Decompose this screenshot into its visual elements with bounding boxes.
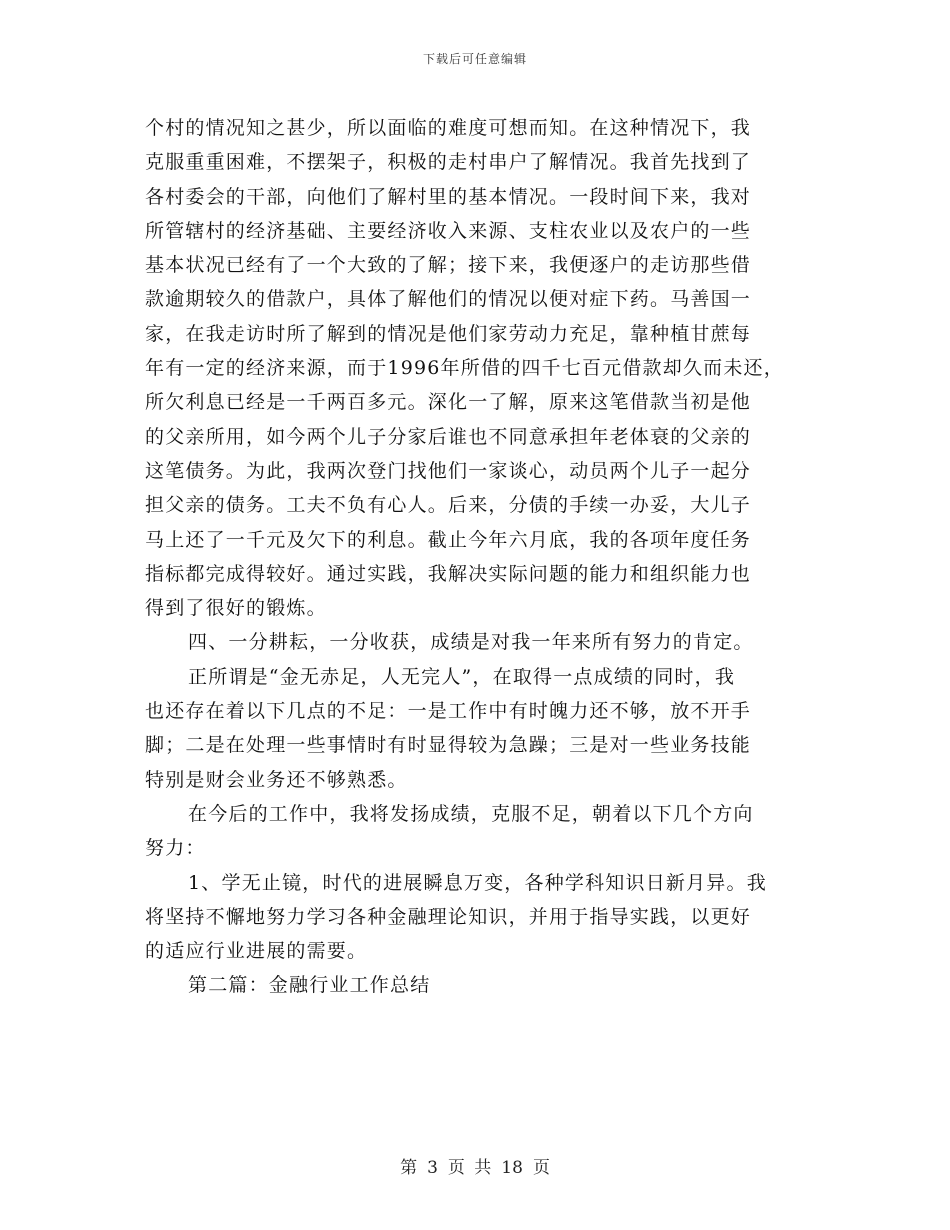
page-footer bbox=[0, 1153, 950, 1178]
text-line: 这笔债务。为此，我两次登门找他们一家谈心，动员两个儿子一起分 bbox=[145, 459, 752, 482]
text-line: 1、学无止镜，时代的进展瞬息万变，各种学科知识日新月异。我 bbox=[188, 871, 767, 894]
total-pages-number: 18 bbox=[501, 1158, 523, 1178]
text-line: 也还存在着以下几点的不足：一是工作中有时魄力还不够，放不开手 bbox=[145, 700, 752, 723]
text-line: 在今后的工作中，我将发扬成绩，克服不足，朝着以下几个方向 bbox=[188, 802, 754, 825]
text-line: 努力： bbox=[145, 837, 206, 860]
paragraph-future-directions bbox=[145, 797, 813, 866]
text-line: 所欠利息已经是一千两百多元。深化一了解，原来这笔借款当初是他 bbox=[145, 391, 752, 414]
text-line: 正所谓是“金无赤足，人无完人”，在取得一点成绩的同时，我 bbox=[188, 665, 736, 688]
text-line: 担父亲的债务。工夫不负有心人。后来，分债的手续一办妥，大儿子 bbox=[145, 494, 752, 517]
text-line: 将坚持不懈地努力学习各种金融理论知识，并用于指导实践，以更好 bbox=[145, 905, 752, 928]
text-line: 得到了很好的锻炼。 bbox=[145, 597, 327, 620]
paragraph-shortcomings bbox=[145, 660, 813, 797]
section-heading-four bbox=[145, 625, 813, 659]
text-line: 的父亲所用，如今两个儿子分家后谁也不同意承担年老体衰的父亲的 bbox=[145, 425, 752, 448]
text-line: 款逾期较久的借款户，具体了解他们的情况以便对症下药。马善国一 bbox=[145, 288, 752, 311]
footer-suffix: 页 bbox=[532, 1158, 550, 1178]
document-body bbox=[145, 111, 813, 1003]
section-title-part-two bbox=[145, 968, 813, 1002]
footer-prefix: 第 bbox=[400, 1158, 418, 1178]
text-line: 特别是财会业务还不够熟悉。 bbox=[145, 768, 408, 791]
text-line: 四、一分耕耘，一分收获，成绩是对我一年来所有努力的肯定。 bbox=[188, 631, 754, 654]
text-line: 家，在我走访时所了解到的情况是他们家劳动力充足，靠种植甘蔗每 bbox=[145, 322, 752, 345]
text-line: 所管辖村的经济基础、主要经济收入来源、支柱农业以及农户的一些 bbox=[145, 219, 752, 242]
text-line: 基本状况已经有了一个大致的了解；接下来，我便逐户的走访那些借 bbox=[145, 254, 752, 277]
text-line: 个村的情况知之甚少，所以面临的难度可想而知。在这种情况下，我 bbox=[145, 117, 752, 139]
text-line: 的适应行业进展的需要。 bbox=[145, 940, 368, 963]
text-line: 指标都完成得较好。通过实践，我解决实际问题的能力和组织能力也 bbox=[145, 562, 752, 585]
paragraph-visit-story bbox=[145, 111, 813, 625]
text-line: 克服重重困难，不摆架子，积极的走村串户了解情况。我首先找到了 bbox=[145, 151, 752, 174]
text-line: 各村委会的干部，向他们了解村里的基本情况。一段时间下来，我对 bbox=[145, 185, 752, 208]
text-line: 年有一定的经济来源，而于1996年所借的四千七百元借款却久而未还， bbox=[145, 357, 784, 380]
text-line: 马上还了一千元及欠下的利息。截止今年六月底，我的各项年度任务 bbox=[145, 528, 752, 551]
page-header: 下载后可任意编辑 bbox=[422, 52, 527, 66]
paragraph-item-one bbox=[145, 866, 813, 969]
text-line: 第二篇：金融行业工作总结 bbox=[188, 974, 431, 997]
footer-middle: 页 共 bbox=[447, 1158, 492, 1178]
current-page-number: 3 bbox=[427, 1158, 438, 1178]
text-line: 脚；二是在处理一些事情时有时显得较为急躁；三是对一些业务技能 bbox=[145, 734, 752, 757]
